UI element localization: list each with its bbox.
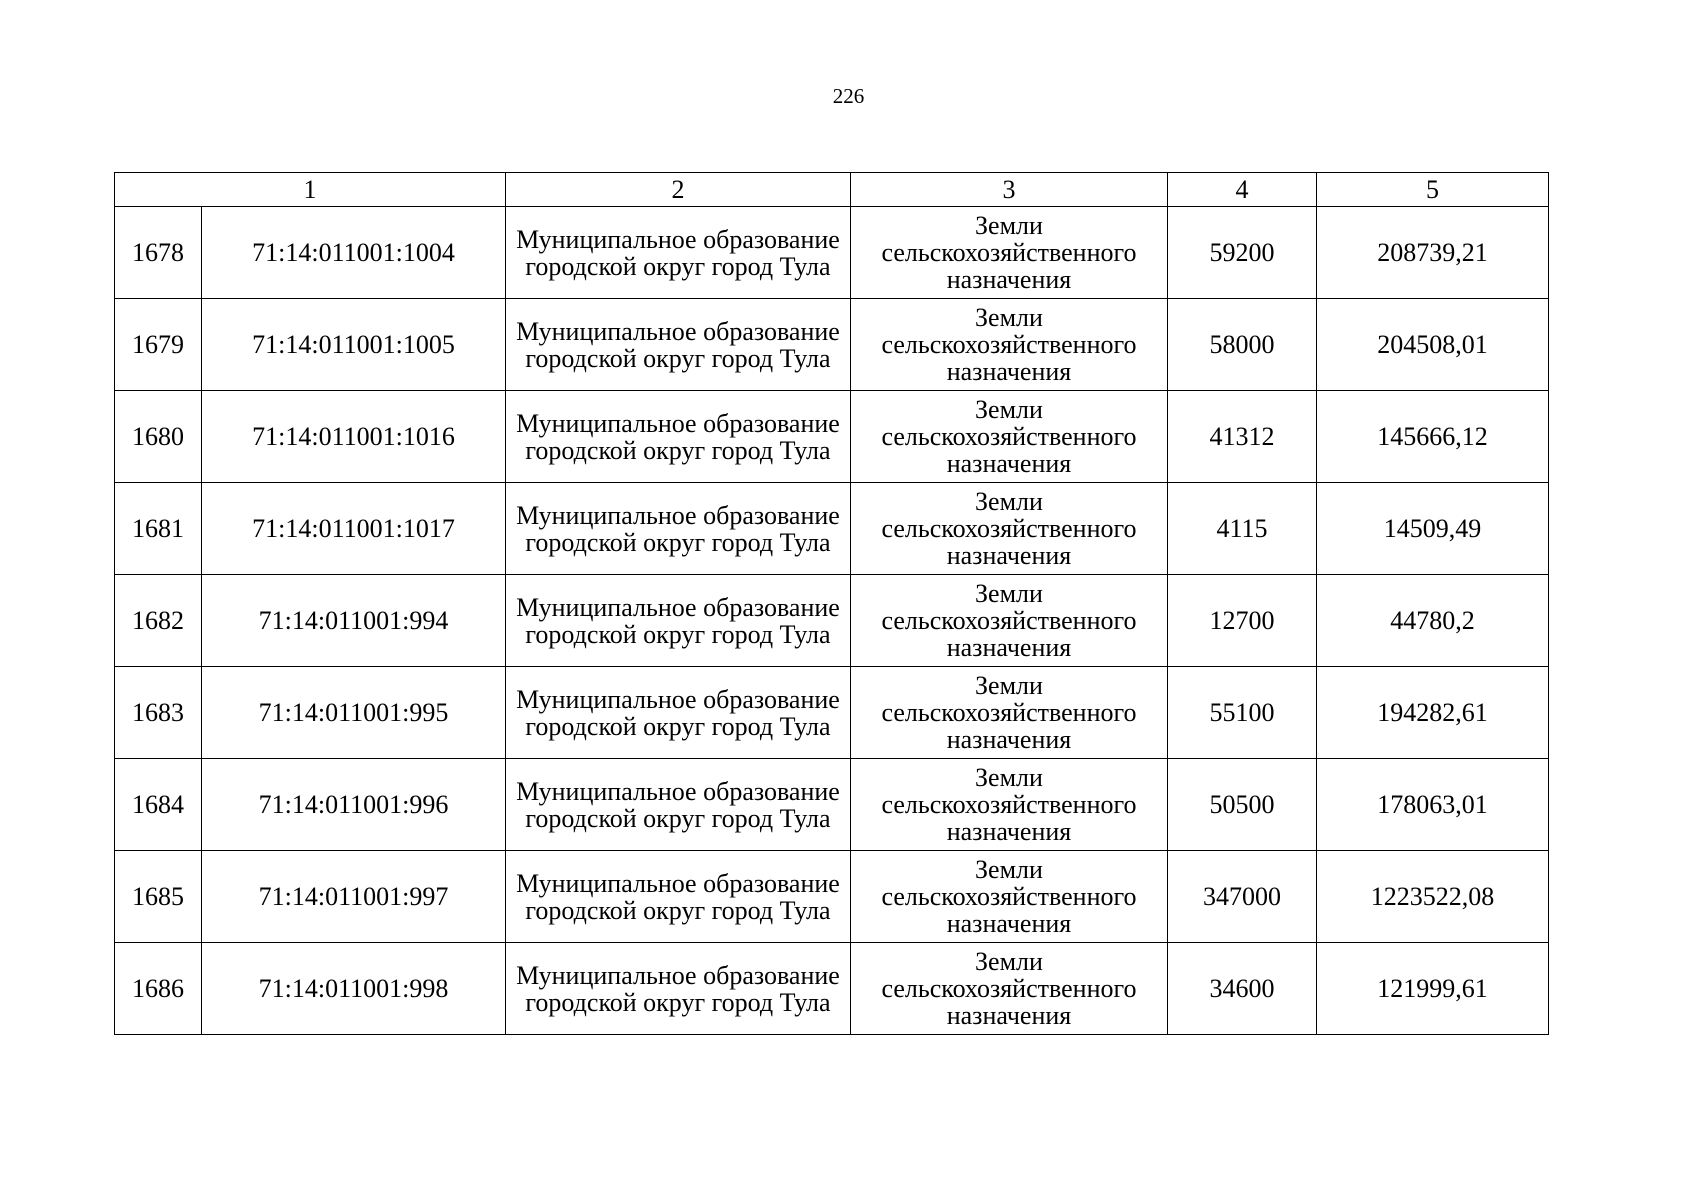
cadastral-value: 194282,61 [1317,667,1549,759]
area: 50500 [1168,759,1317,851]
column-header: 4 [1168,173,1317,207]
owner: Муниципальное образование городской округ город Тула [506,299,851,391]
row-number: 1682 [115,575,202,667]
owner: Муниципальное образование городской округ город Тула [506,483,851,575]
table-row [115,207,1549,299]
land-category: Земли сельскохозяйственного назначения [851,483,1168,575]
land-category: Земли сельскохозяйственного назначения [851,667,1168,759]
row-number: 1679 [115,299,202,391]
owner: Муниципальное образование городской округ город Тула [506,943,851,1035]
area: 58000 [1168,299,1317,391]
cadastral-number: 71:14:011001:997 [202,851,506,943]
table-header-row [115,173,1549,207]
owner: Муниципальное образование городской округ город Тула [506,207,851,299]
page-number: 226 [832,84,865,108]
area: 55100 [1168,667,1317,759]
cadastral-value: 204508,01 [1317,299,1549,391]
table-row [115,943,1549,1035]
row-number: 1680 [115,391,202,483]
land-registry-table [114,172,1549,1035]
land-category: Земли сельскохозяйственного назначения [851,851,1168,943]
column-header: 2 [506,173,851,207]
row-number: 1683 [115,667,202,759]
table-row [115,851,1549,943]
land-category: Земли сельскохозяйственного назначения [851,299,1168,391]
cadastral-value: 14509,49 [1317,483,1549,575]
cadastral-number: 71:14:011001:1017 [202,483,506,575]
table-row [115,759,1549,851]
row-number: 1686 [115,943,202,1035]
cadastral-number: 71:14:011001:1004 [202,207,506,299]
table-row [115,299,1549,391]
land-category: Земли сельскохозяйственного назначения [851,207,1168,299]
cadastral-number: 71:14:011001:1005 [202,299,506,391]
row-number: 1685 [115,851,202,943]
land-category: Земли сельскохозяйственного назначения [851,575,1168,667]
cadastral-value: 145666,12 [1317,391,1549,483]
column-header: 5 [1317,173,1549,207]
row-number: 1681 [115,483,202,575]
owner: Муниципальное образование городской округ город Тула [506,575,851,667]
cadastral-value: 178063,01 [1317,759,1549,851]
column-header: 1 [115,173,506,207]
row-number: 1678 [115,207,202,299]
table-row [115,667,1549,759]
cadastral-number: 71:14:011001:998 [202,943,506,1035]
table-row [115,483,1549,575]
area: 12700 [1168,575,1317,667]
cadastral-value: 208739,21 [1317,207,1549,299]
owner: Муниципальное образование городской округ город Тула [506,851,851,943]
cadastral-value: 1223522,08 [1317,851,1549,943]
cadastral-number: 71:14:011001:995 [202,667,506,759]
land-category: Земли сельскохозяйственного назначения [851,391,1168,483]
cadastral-number: 71:14:011001:1016 [202,391,506,483]
land-category: Земли сельскохозяйственного назначения [851,943,1168,1035]
area: 4115 [1168,483,1317,575]
table-row [115,391,1549,483]
column-header: 3 [851,173,1168,207]
row-number: 1684 [115,759,202,851]
area: 59200 [1168,207,1317,299]
cadastral-number: 71:14:011001:996 [202,759,506,851]
owner: Муниципальное образование городской округ город Тула [506,667,851,759]
owner: Муниципальное образование городской округ город Тула [506,391,851,483]
table-row [115,575,1549,667]
owner: Муниципальное образование городской округ город Тула [506,759,851,851]
area: 41312 [1168,391,1317,483]
area: 347000 [1168,851,1317,943]
land-category: Земли сельскохозяйственного назначения [851,759,1168,851]
cadastral-value: 44780,2 [1317,575,1549,667]
area: 34600 [1168,943,1317,1035]
cadastral-value: 121999,61 [1317,943,1549,1035]
cadastral-number: 71:14:011001:994 [202,575,506,667]
